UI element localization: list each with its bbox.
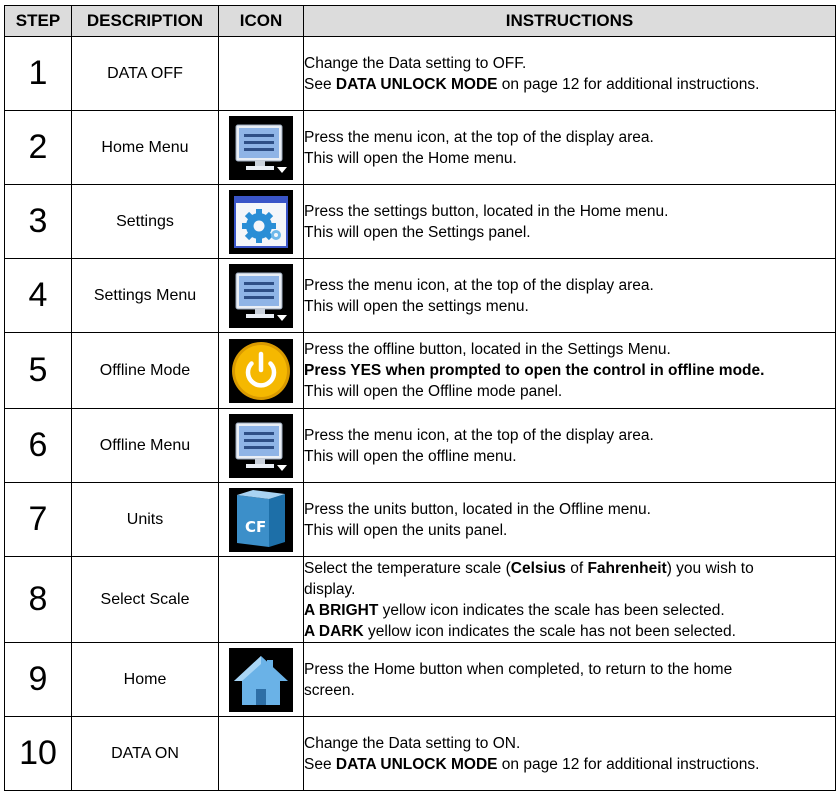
step-description: DATA ON: [72, 717, 219, 791]
instruction-line: [304, 754, 835, 775]
table-row: [5, 111, 836, 185]
instruction-line: [304, 381, 835, 402]
instruction-text: display.: [304, 580, 356, 598]
table-row: [5, 259, 836, 333]
step-description: Home: [72, 643, 219, 717]
instruction-emphasis: A DARK: [304, 622, 364, 640]
instruction-line: [304, 296, 835, 317]
instruction-text: Change the Data setting to ON.: [304, 734, 521, 752]
step-number: 6: [5, 409, 72, 483]
instruction-line: [304, 74, 835, 95]
step-description: Settings Menu: [72, 259, 219, 333]
instructions-table: [4, 5, 836, 791]
monitor-menu-icon: [229, 414, 293, 478]
step-number: 3: [5, 185, 72, 259]
instruction-line: [304, 558, 835, 579]
instruction-text: ) you wish to: [666, 559, 754, 577]
instruction-emphasis: DATA UNLOCK MODE: [335, 75, 498, 93]
instruction-line: [304, 425, 835, 446]
instruction-line: [304, 520, 835, 541]
step-instructions: [304, 333, 836, 409]
icon-cell: [219, 259, 304, 333]
monitor-menu-icon: [229, 264, 293, 328]
step-instructions: [304, 717, 836, 791]
step-number: 2: [5, 111, 72, 185]
step-instructions: [304, 37, 836, 111]
instruction-emphasis: Celsius: [510, 559, 566, 577]
instruction-text: Press the menu icon, at the top of the display area.: [304, 276, 654, 294]
table-row: [5, 409, 836, 483]
instruction-text: yellow icon indicates the scale has been selected.: [378, 601, 725, 619]
header-description: DESCRIPTION: [72, 6, 219, 37]
step-number: 1: [5, 37, 72, 111]
instruction-line: [304, 446, 835, 467]
step-description: Offline Mode: [72, 333, 219, 409]
step-number: 7: [5, 483, 72, 557]
table-row: [5, 37, 836, 111]
instruction-text: This will open the Home menu.: [304, 149, 517, 167]
instruction-text: Select the temperature scale (: [304, 559, 511, 577]
icon-cell: [219, 37, 304, 111]
instruction-line: [304, 339, 835, 360]
step-instructions: [304, 185, 836, 259]
step-description: Settings: [72, 185, 219, 259]
instruction-text: on page 12 for additional instructions.: [497, 75, 760, 93]
table-row: [5, 643, 836, 717]
table-row: [5, 185, 836, 259]
icon-cell: [219, 409, 304, 483]
instruction-text: Press the Home button when completed, to return to the home: [304, 660, 733, 678]
step-description: DATA OFF: [72, 37, 219, 111]
icon-cell: [219, 483, 304, 557]
instruction-line: [304, 733, 835, 754]
step-number: 10: [5, 717, 72, 791]
step-instructions: [304, 643, 836, 717]
instruction-text: This will open the units panel.: [304, 521, 508, 539]
step-instructions: [304, 557, 836, 643]
instruction-line: [304, 680, 835, 701]
step-number: 4: [5, 259, 72, 333]
instruction-text: This will open the settings menu.: [304, 297, 529, 315]
instruction-text: This will open the Settings panel.: [304, 223, 531, 241]
power-icon: [229, 339, 293, 403]
step-instructions: [304, 409, 836, 483]
icon-cell: [219, 111, 304, 185]
instruction-text: screen.: [304, 681, 355, 699]
step-number: 5: [5, 333, 72, 409]
step-description: Units: [72, 483, 219, 557]
step-description: Offline Menu: [72, 409, 219, 483]
step-description: Home Menu: [72, 111, 219, 185]
instruction-line: [304, 275, 835, 296]
icon-cell: [219, 185, 304, 259]
instruction-text: yellow icon indicates the scale has not been selected.: [363, 622, 736, 640]
instruction-text: This will open the offline menu.: [304, 447, 517, 465]
instruction-line: [304, 600, 835, 621]
icon-cell: [219, 717, 304, 791]
instruction-line: [304, 579, 835, 600]
settings-gear-icon: [229, 190, 293, 254]
instruction-line: [304, 127, 835, 148]
step-number: 9: [5, 643, 72, 717]
table-row: [5, 333, 836, 409]
instruction-text: Press the menu icon, at the top of the display area.: [304, 426, 654, 444]
instruction-emphasis: A BRIGHT: [304, 601, 379, 619]
table-row: [5, 483, 836, 557]
step-instructions: [304, 483, 836, 557]
instruction-emphasis: Fahrenheit: [587, 559, 667, 577]
svg-text:CF: CF: [245, 517, 267, 536]
instruction-line: [304, 201, 835, 222]
monitor-menu-icon: [229, 116, 293, 180]
table-row: [5, 557, 836, 643]
instruction-text: of: [565, 559, 588, 577]
instruction-line: [304, 148, 835, 169]
step-description: Select Scale: [72, 557, 219, 643]
header-instructions: INSTRUCTIONS: [304, 6, 836, 37]
instruction-emphasis: Press YES when prompted to open the control in offline mode.: [304, 362, 765, 379]
instruction-text: See: [304, 75, 336, 93]
instruction-line: [304, 499, 835, 520]
instruction-text: Press the settings button, located in the Home menu.: [304, 202, 669, 220]
instruction-line: [304, 53, 835, 74]
instruction-line: [304, 360, 835, 381]
instruction-text: See: [304, 755, 336, 773]
instruction-text: Press the units button, located in the Offline menu.: [304, 500, 651, 518]
icon-cell: [219, 643, 304, 717]
step-number: 8: [5, 557, 72, 643]
step-instructions: [304, 111, 836, 185]
instruction-line: [304, 659, 835, 680]
instruction-text: on page 12 for additional instructions.: [497, 755, 760, 773]
instruction-emphasis: DATA UNLOCK MODE: [335, 755, 498, 773]
instruction-line: [304, 222, 835, 243]
instruction-text: Press the menu icon, at the top of the display area.: [304, 128, 654, 146]
instruction-text: Change the Data setting to OFF.: [304, 54, 527, 72]
header-step: STEP: [5, 6, 72, 37]
home-icon: [229, 648, 293, 712]
header-icon: ICON: [219, 6, 304, 37]
instruction-line: [304, 621, 835, 642]
step-instructions: [304, 259, 836, 333]
instruction-text: This will open the Offline mode panel.: [304, 383, 563, 400]
table-row: [5, 717, 836, 791]
units-cf-icon: [229, 488, 293, 552]
icon-cell: [219, 333, 304, 409]
instruction-text: Press the offline button, located in the Settings Menu.: [304, 341, 671, 358]
header-row: [5, 6, 836, 37]
icon-cell: [219, 557, 304, 643]
